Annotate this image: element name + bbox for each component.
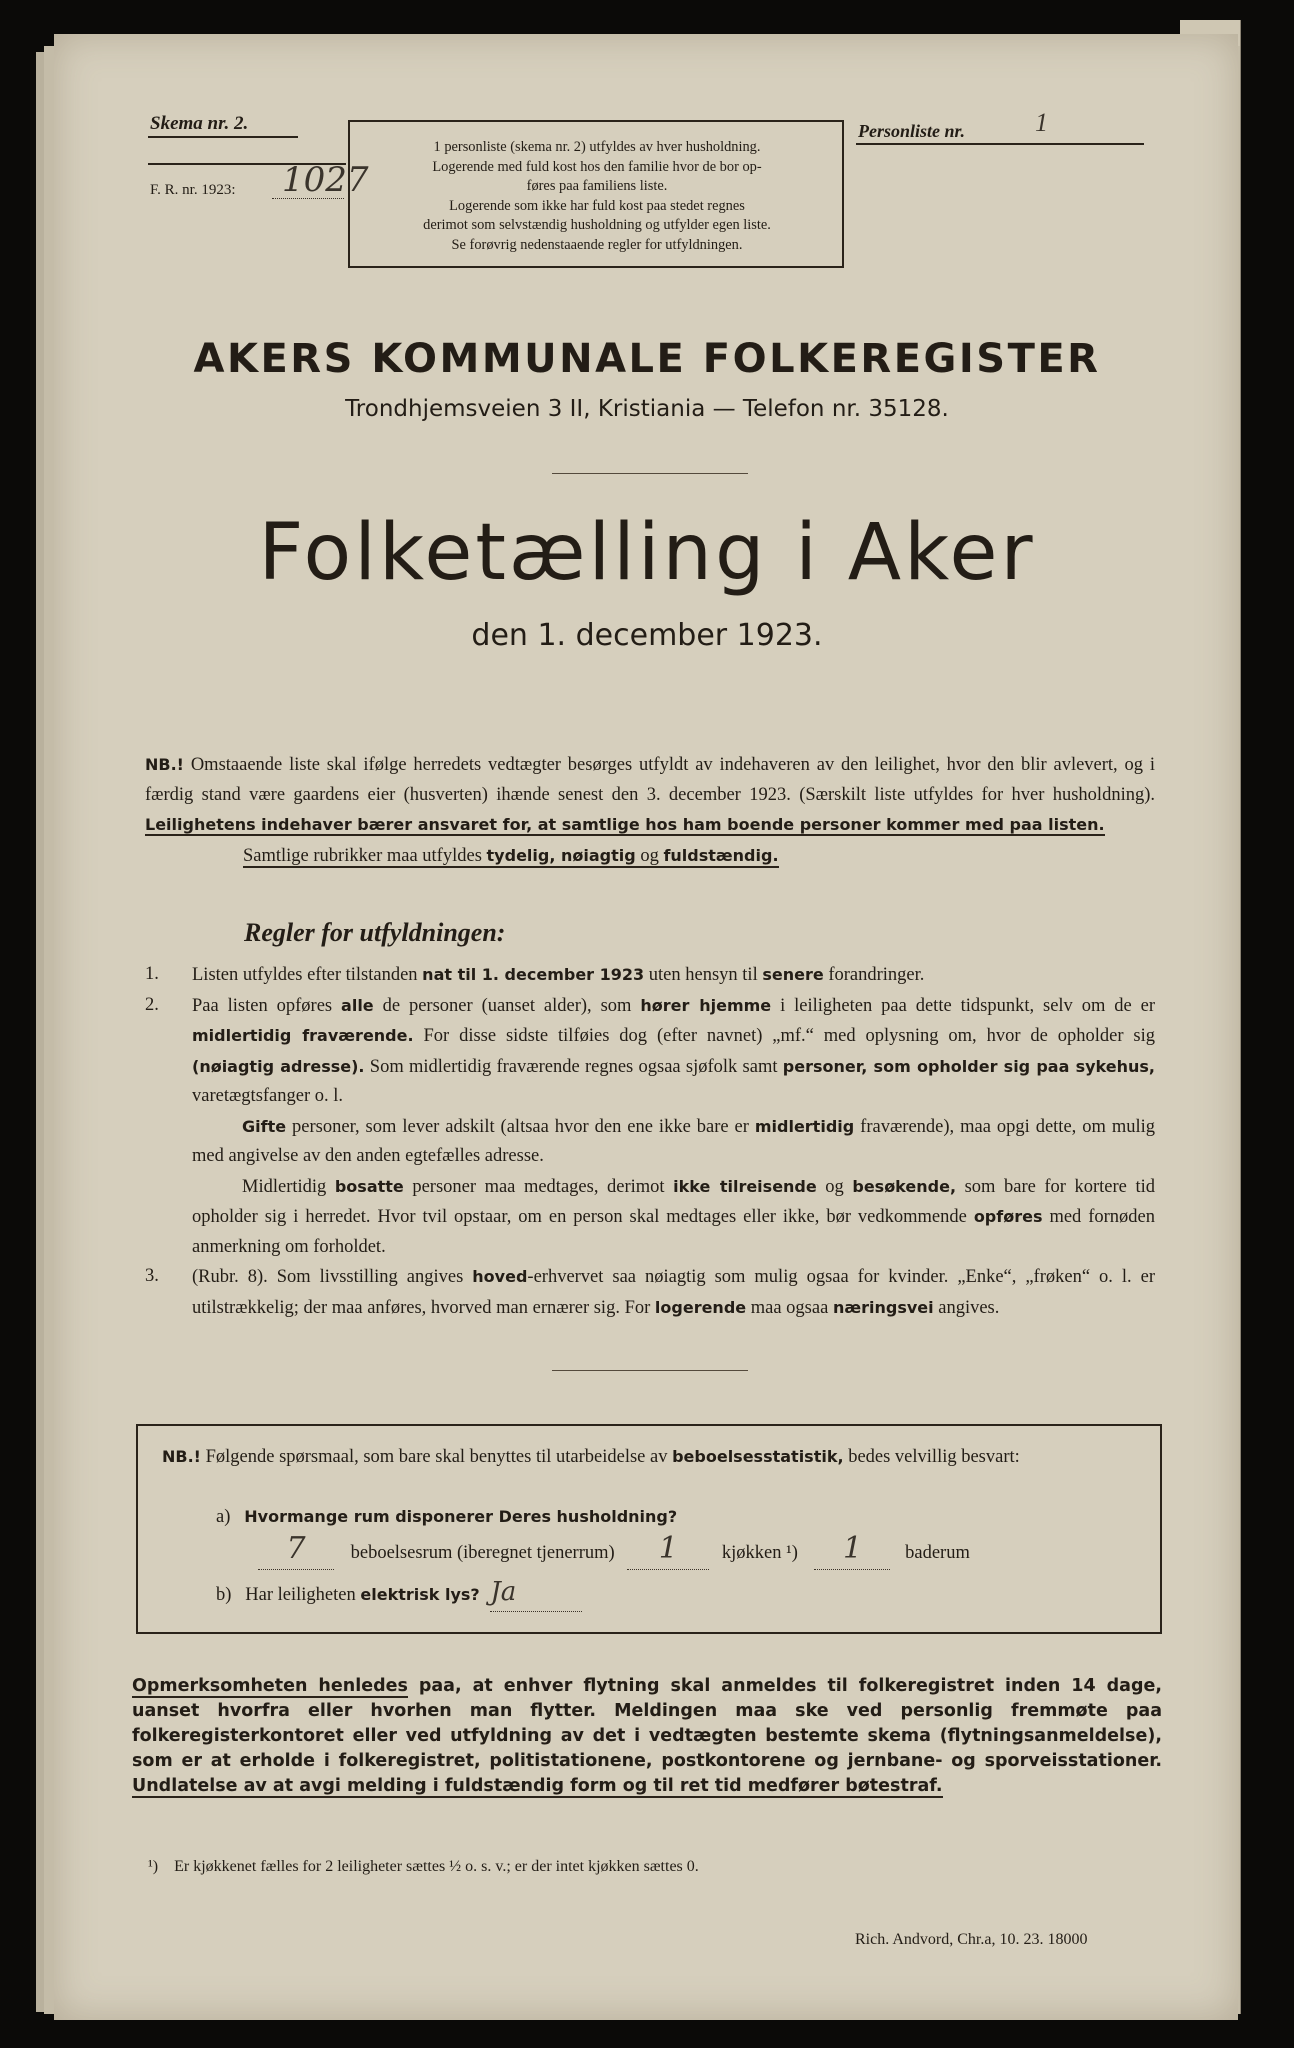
skema-underline bbox=[148, 136, 298, 138]
divider bbox=[552, 1370, 748, 1371]
rule-text: Listen utfyldes efter tilstanden bbox=[192, 965, 418, 985]
nb-fields-complete: fuldstændig. bbox=[663, 845, 779, 865]
rule-text: (Rubr. 8). Som livsstilling angives bbox=[192, 1267, 464, 1287]
question-a bbox=[216, 1502, 677, 1533]
rule-text: Midlertidig bbox=[242, 1176, 327, 1197]
footnote-text: Er kjøkkenet fælles for 2 leiligheter sættes ½ o. s. v.; er der intet kjøkken sættes 0. bbox=[174, 1858, 699, 1875]
electric-light-field[interactable] bbox=[490, 1578, 582, 1612]
rule-text: de personer (uanset alder), som bbox=[382, 995, 632, 1016]
rule-bold: opføres bbox=[973, 1207, 1043, 1226]
moving-notice bbox=[132, 1674, 1162, 1799]
rule-bold: Gifte bbox=[242, 1116, 287, 1136]
question-b-text: Har leiligheten bbox=[245, 1585, 356, 1605]
rule-bold: bosatte bbox=[334, 1176, 404, 1196]
rule-bold: midlertidig fraværende. bbox=[192, 1026, 414, 1045]
notice-lead: Opmerksomheten henledes bbox=[132, 1676, 408, 1696]
rule-text: Paa listen opføres bbox=[192, 995, 333, 1016]
question-b-bold: elektrisk lys? bbox=[360, 1585, 480, 1604]
instruction-line: Logerende med fuld kost hos den familie hvor de bor op- bbox=[432, 158, 762, 175]
rooms-field[interactable] bbox=[258, 1531, 334, 1570]
rule-bold: personer, som opholder sig paa sykehus, bbox=[782, 1056, 1156, 1076]
instruction-line: føres paa familiens liste. bbox=[526, 178, 668, 194]
rule-bold: ikke tilreisende bbox=[673, 1176, 817, 1196]
rule-bold: næringsvei bbox=[832, 1297, 934, 1317]
rule-number: 1. bbox=[145, 964, 159, 984]
nb-responsibility: Leilighetens indehaver bærer ansvaret for, at samtlige hos ham boende personer kommer med paa listen. bbox=[145, 815, 1105, 834]
divider bbox=[552, 473, 748, 474]
rule-text: Som midlertidig fraværende regnes ogsaa sjøfolk samt bbox=[369, 1056, 778, 1077]
rule-text: og bbox=[825, 1176, 844, 1197]
bath-value-handwritten: 1 bbox=[842, 1531, 863, 1566]
fr-number-dotted-line bbox=[272, 198, 344, 199]
rule-text: -erhvervet saa nøiagtig som mulig ogsaa for kvinder. „Enke“, „frøken“ o. l. er utilstrækkelig; der maa anføres, hvorved man ernærer sig. For bbox=[192, 1267, 1156, 1318]
page-title: Folketælling i Aker bbox=[258, 508, 1036, 598]
footnote bbox=[148, 1858, 699, 1876]
rule-text: For disse sidste tilføies dog (efter navnet) „mf.“ med oplysning om, hvor de opholder sig bbox=[423, 1026, 1156, 1046]
instruction-line: 1 personliste (skema nr. 2) utfyldes av hver husholdning. bbox=[433, 139, 761, 155]
rule-bold: besøkende, bbox=[852, 1176, 957, 1196]
rule-text: uten hensyn til bbox=[648, 965, 758, 985]
instruction-line: derimot som selvstændig husholdning og utfylder egen liste. bbox=[423, 217, 771, 233]
nb-fields-and: og bbox=[640, 845, 659, 866]
instructions-box bbox=[348, 120, 844, 268]
rule-text: personer, som lever adskilt (altsaa hvor den ene ikke bare er bbox=[292, 1116, 749, 1137]
rule-text: personer maa medtages, derimot bbox=[412, 1176, 665, 1197]
nb-notice bbox=[145, 750, 1155, 871]
kitchen-field[interactable] bbox=[627, 1531, 709, 1570]
rule-bold: (nøiagtig adresse). bbox=[192, 1056, 365, 1076]
rule-text: varetægtsfanger o. l. bbox=[192, 1086, 344, 1106]
rule-text: i leiligheten paa dette tidspunkt, selv om de er bbox=[780, 995, 1156, 1016]
rule-text: angives. bbox=[938, 1297, 1000, 1318]
housing-intro-text: Følgende spørsmaal, som bare skal benyttes til utarbeidelse av bbox=[205, 1447, 668, 1467]
rules-list bbox=[145, 960, 1155, 1323]
rule-text: med fornøden anmerkning om forholdet. bbox=[192, 1207, 1156, 1257]
rule-item bbox=[145, 960, 1155, 991]
fr-number-handwritten[interactable]: 1027 bbox=[282, 160, 369, 200]
rule-bold: senere bbox=[762, 965, 824, 984]
kitchen-value-handwritten: 1 bbox=[658, 1531, 678, 1566]
rule-text: som bare for kortere tid opholder sig i herredet. Hvor tvil opstaar, om en person skal medtages eller ikke, bør vedkommende bbox=[192, 1176, 1155, 1227]
personliste-number-handwritten[interactable]: 1 bbox=[1035, 108, 1048, 137]
bath-label: baderum bbox=[905, 1543, 970, 1563]
rule-number: 2. bbox=[145, 994, 159, 1015]
housing-statistics-box bbox=[136, 1424, 1162, 1634]
rule-bold: logerende bbox=[654, 1297, 747, 1317]
question-a-text: Hvormange rum disponerer Deres husholdning? bbox=[244, 1507, 678, 1526]
rule-item bbox=[145, 991, 1155, 1263]
fr-number-label: F. R. nr. 1923: bbox=[150, 182, 236, 198]
census-date: den 1. december 1923. bbox=[471, 618, 823, 653]
nb-label: NB.! bbox=[145, 755, 184, 774]
housing-intro bbox=[162, 1442, 1128, 1472]
question-a-label: a) bbox=[216, 1507, 231, 1527]
personliste-label: Personliste nr. bbox=[858, 121, 966, 141]
nb-fields-line bbox=[145, 846, 779, 866]
rules-heading: Regler for utfyldningen: bbox=[244, 918, 506, 947]
rule-text: forandringer. bbox=[828, 965, 925, 985]
rule-number: 3. bbox=[145, 1266, 159, 1286]
notice-penalty: Undlatelse av at avgi melding i fuldstændig form og til ret tid medfører bøtestraf. bbox=[132, 1776, 943, 1796]
rule-bold: midlertidig bbox=[754, 1116, 855, 1136]
notice-text: paa, at enhver flytning skal anmeldes til folkeregistret inden 14 dage, uanset hvorfra eller hvorhen man flytter. Meldingen maa ske ved personlig fremmøte paa folkeregisterkontoret eller ved utfyldning av det i vedtægten bestemte skema (flytningsanmeldelse), som er at erholde i folkeregistret, politistationene, postkontorene og jernbane- og sporveisstationer. bbox=[132, 1676, 1162, 1771]
housing-intro-text: bedes velvillig besvart: bbox=[848, 1447, 1020, 1467]
personliste-underline bbox=[856, 143, 1144, 145]
nb-fields-bold: tydelig, nøiagtig bbox=[486, 845, 636, 865]
rule-text: maa ogsaa bbox=[750, 1297, 829, 1318]
nb-text: Omstaaende liste skal ifølge herredets vedtægter besørges utfyldt av indehaveren av den leilighet, hvor den blir avlevert, og i færdig stand være gaardens eier (husverten) ihænde senest den 3. december 1923. (Særskilt liste utfyldes for hver husholdning). bbox=[145, 755, 1155, 805]
rule-bold: nat til 1. december 1923 bbox=[422, 965, 645, 984]
rule-bold: hoved bbox=[472, 1267, 528, 1286]
organization-address: Trondhjemsveien 3 II, Kristiania — Telefon nr. 35128. bbox=[345, 396, 949, 422]
question-b bbox=[216, 1578, 582, 1612]
rule-bold: alle bbox=[341, 995, 374, 1015]
printer-imprint: Rich. Andvord, Chr.a, 10. 23. 18000 bbox=[855, 1931, 1088, 1948]
rule-bold: hører hjemme bbox=[640, 995, 772, 1015]
housing-intro-bold: beboelsesstatistik, bbox=[672, 1447, 844, 1466]
electric-light-value-handwritten: Ja bbox=[490, 1577, 517, 1607]
question-b-label: b) bbox=[216, 1585, 232, 1605]
rooms-value-handwritten: 7 bbox=[286, 1531, 306, 1566]
rooms-answer-row bbox=[258, 1531, 970, 1570]
rule-item bbox=[145, 1262, 1155, 1323]
nb-fields-text: Samtlige rubrikker maa utfyldes bbox=[243, 845, 482, 866]
organization-title: AKERS KOMMUNALE FOLKEREGISTER bbox=[193, 336, 1101, 382]
nb-label: NB.! bbox=[162, 1447, 201, 1466]
kitchen-label: kjøkken ¹) bbox=[721, 1543, 798, 1563]
skema-number: Skema nr. 2. bbox=[150, 113, 249, 134]
instruction-line: Se forøvrig nedenstaaende regler for utfyldningen. bbox=[451, 236, 743, 253]
bath-field[interactable] bbox=[814, 1531, 890, 1570]
rooms-label: beboelsesrum (iberegnet tjenerrum) bbox=[350, 1543, 615, 1563]
instruction-line: Logerende som ikke har fuld kost paa stedet regnes bbox=[449, 197, 745, 214]
footnote-mark: ¹) bbox=[148, 1858, 159, 1875]
rule-text: fraværende), maa opgi dette, om mulig med angivelse av den anden egtefælles adresse. bbox=[192, 1116, 1155, 1166]
